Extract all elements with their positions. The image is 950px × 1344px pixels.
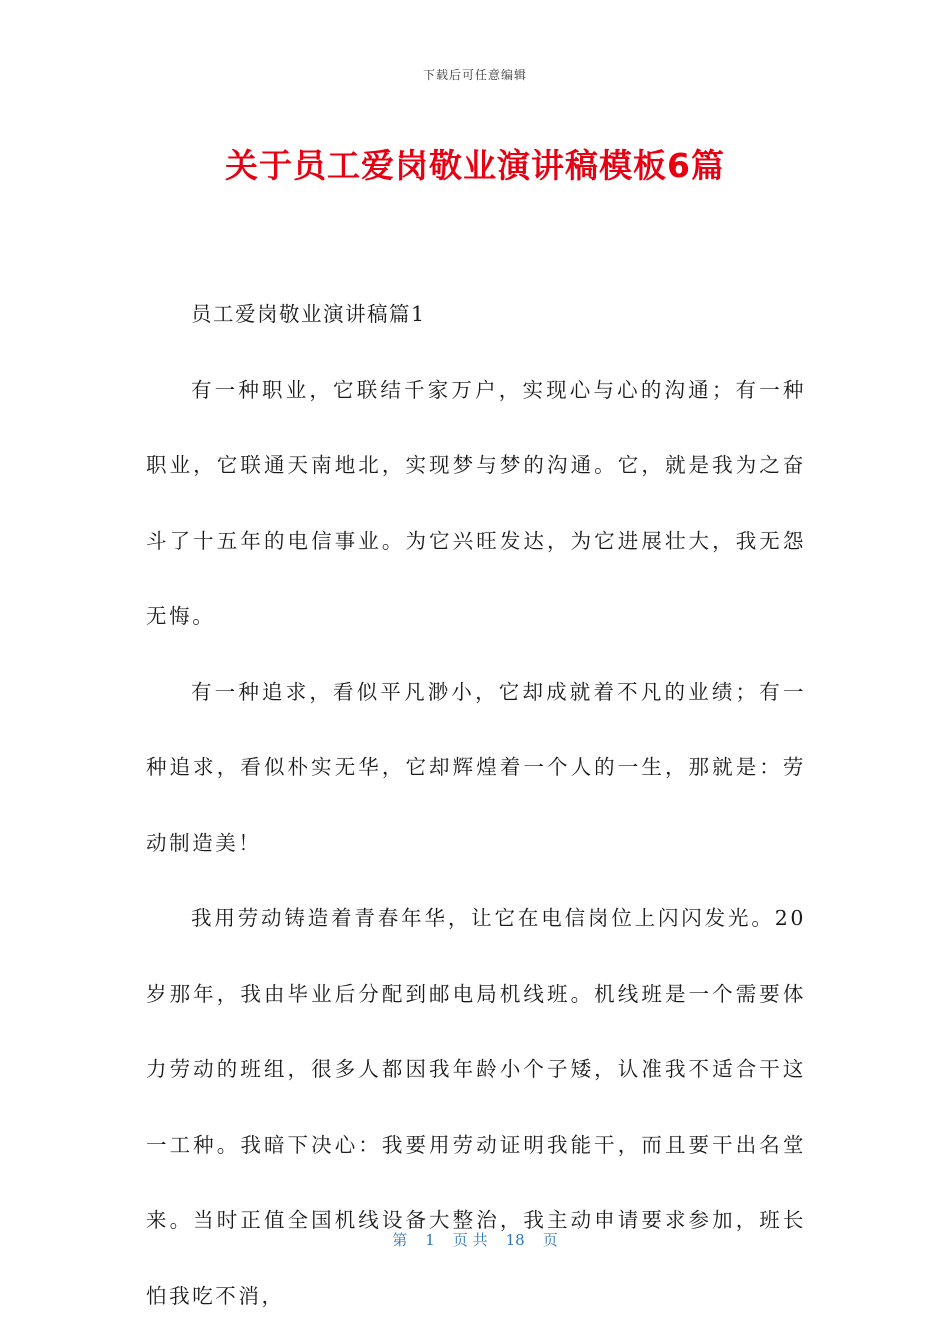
section-heading: 员工爱岗敬业演讲稿篇1 [191,302,426,326]
paragraph-3: 我用劳动铸造着青春年华，让它在电信岗位上闪闪发光。20岁那年，我由毕业后分配到邮电局机线班。机线班是一个需要体力劳动的班组，很多人都因我年龄小个子矮，认准我不适合干这一工种。我暗下决心：我要用劳动证明我能干，而且要干出名堂来。当时正值全国机线设备大整治，我主动申请要求参加，班长怕我吃不消， [146,906,806,1308]
page-footer [0,1229,950,1250]
footer-page-prefix: 第 [392,1231,408,1249]
document-body [146,277,806,1334]
footer-page-mid: 页 共 [452,1231,488,1249]
footer-page-suffix: 页 [542,1231,558,1249]
header-note: 下载后可任意编辑 [422,68,527,82]
document-title: 关于员工爱岗敬业演讲稿模板6篇 [225,146,725,185]
paragraph-1: 有一种职业，它联结千家万户，实现心与心的沟通；有一种职业，它联通天南地北，实现梦与梦的沟通。它，就是我为之奋斗了十五年的电信事业。为它兴旺发达，为它进展壮大，我无怨无悔。 [146,377,806,628]
footer-page-number: 1 [425,1231,435,1249]
paragraph-2: 有一种追求，看似平凡渺小，它却成就着不凡的业绩；有一种追求，看似朴实无华，它却辉煌着一个人的一生，那就是：劳动制造美！ [146,679,806,855]
footer-total-pages: 18 [505,1231,525,1249]
